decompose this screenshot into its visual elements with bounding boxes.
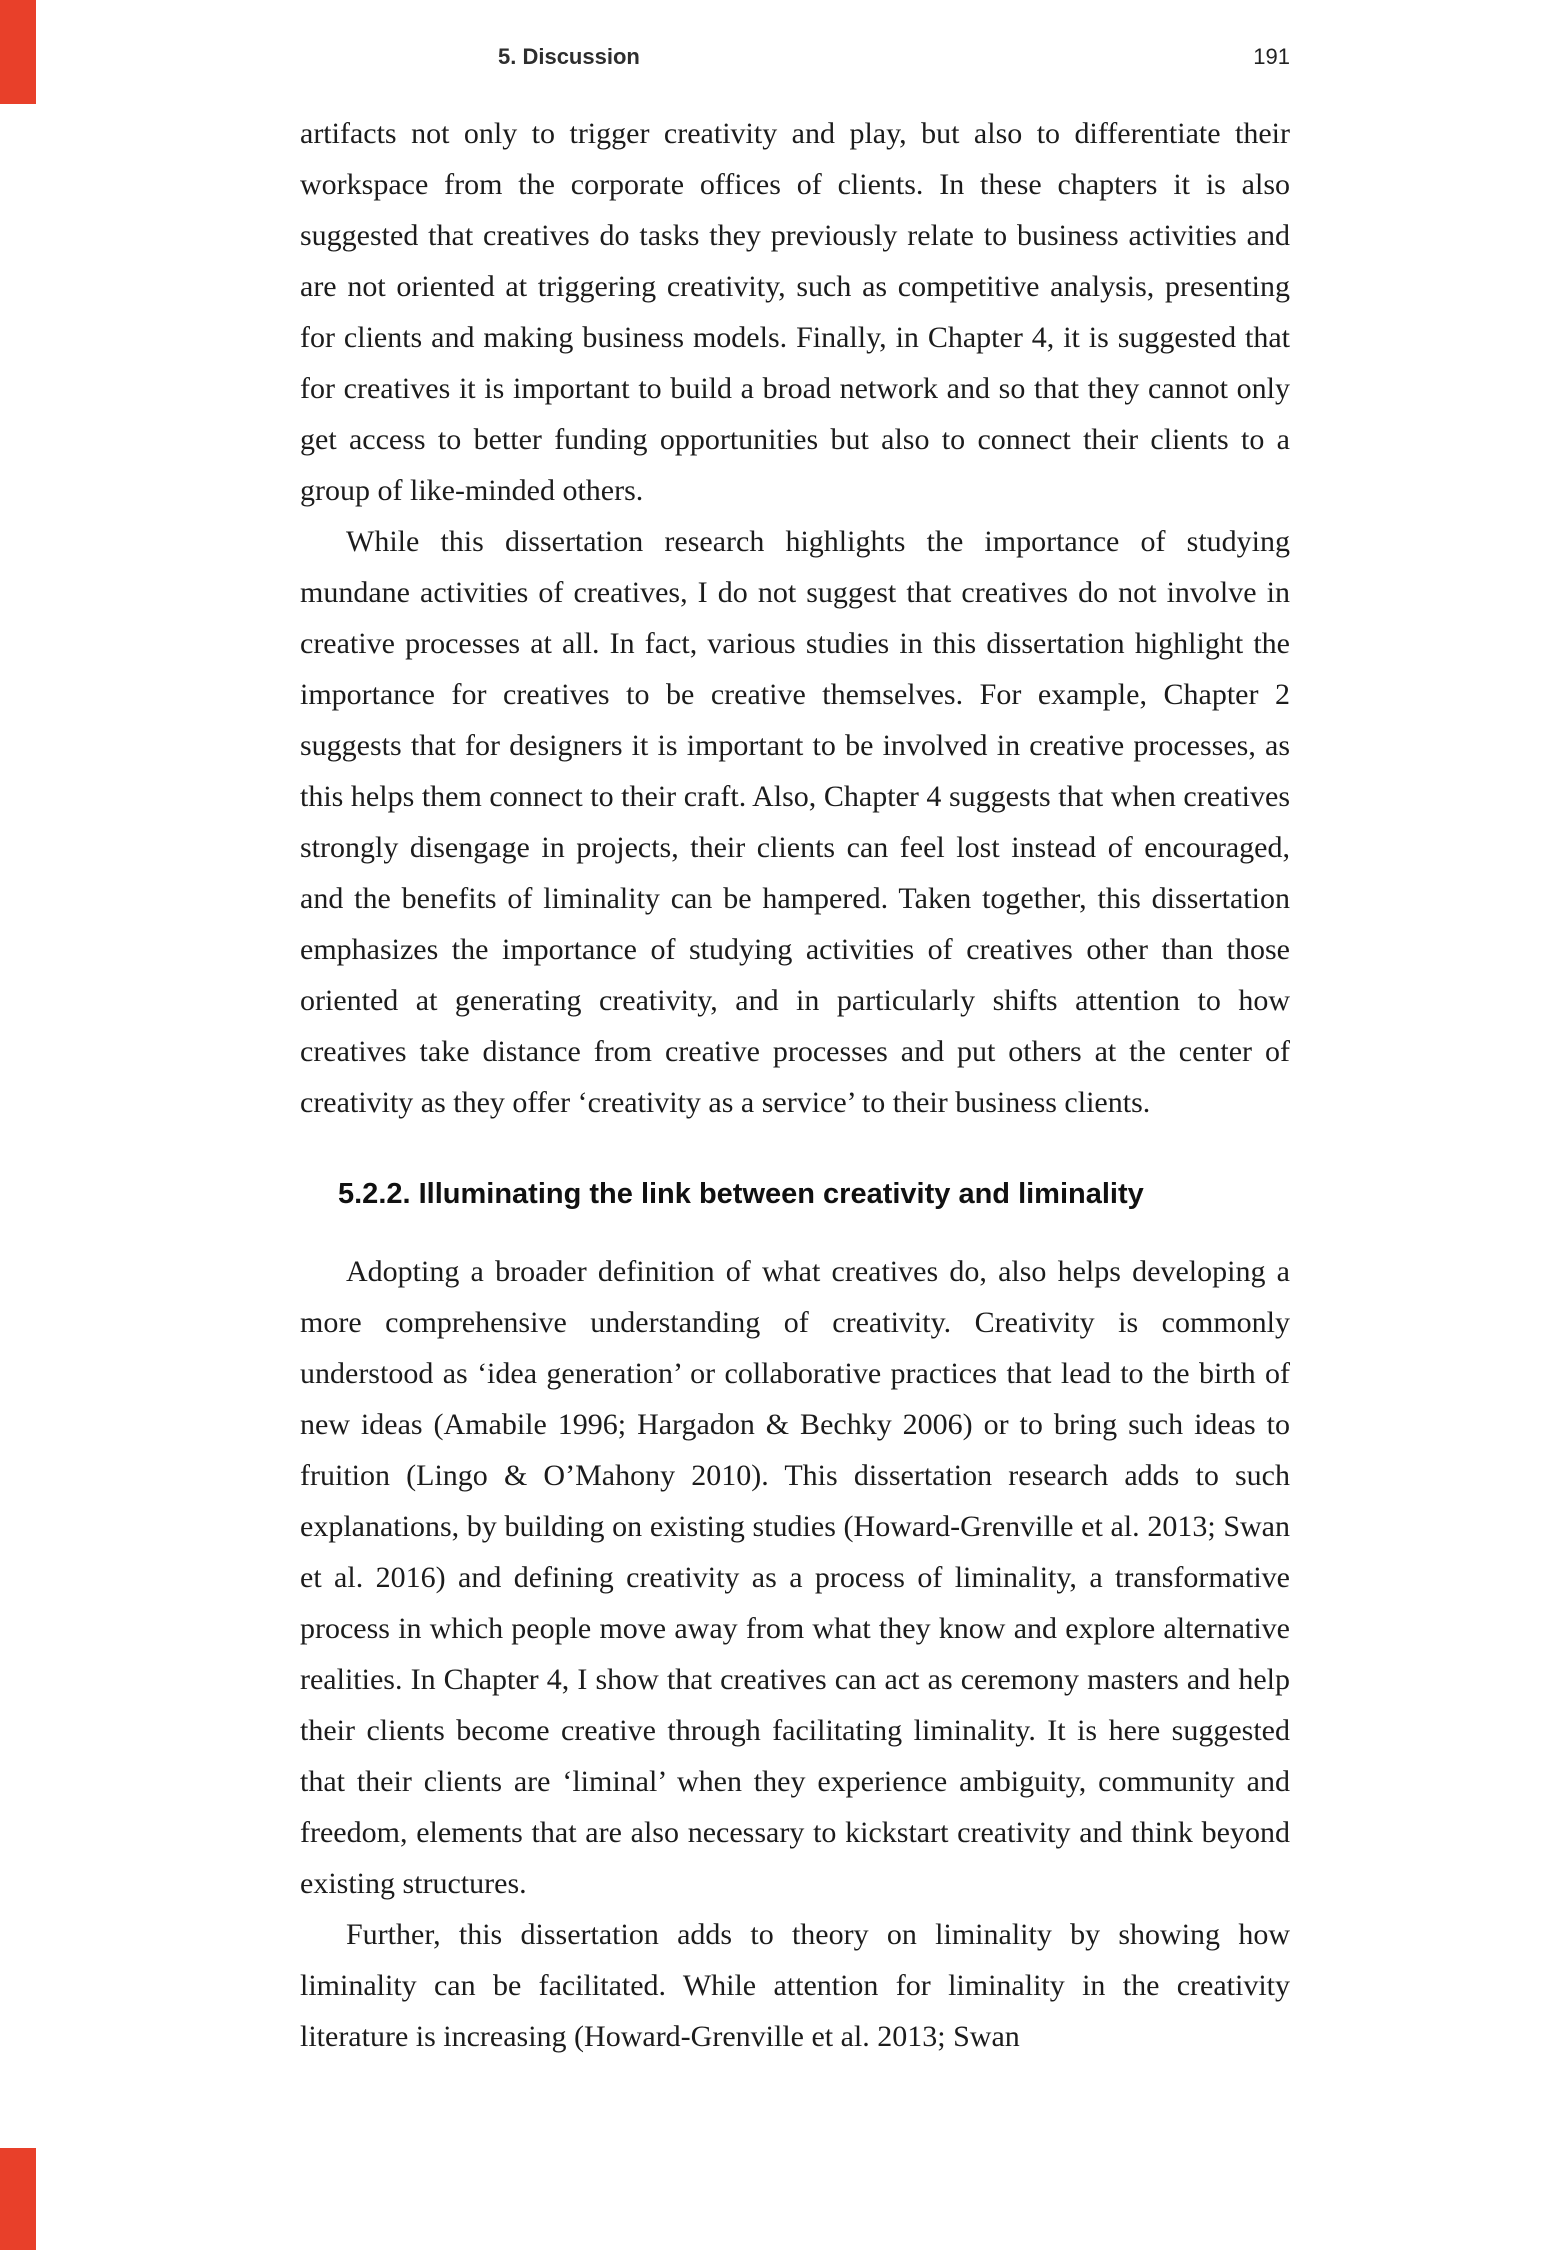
subsection-heading: 5.2.2. Illuminating the link between creativity and liminality xyxy=(338,1178,1144,1210)
body-paragraph: Adopting a broader definition of what creatives do, also helps developing a more comprehensive understanding of creativity. Creativity is commonly understood as ‘idea generation’ or collaborative practices that lead to the birth of new ideas (Amabile 1996; Hargadon & Bechky 2006) or to bring such ideas to fruition (Lingo & O’Mahony 2010). This dissertation research adds to such explanations, by building on existing studies (Howard-Grenville et al. 2013; Swan et al. 2016) and defining creativity as a process of liminality, a transformative process in which people move away from what they know and explore alternative realities. In Chapter 4, I show that creatives can act as ceremony masters and help their clients become creative through facilitating liminality. It is here suggested that their clients are ‘liminal’ when they experience ambiguity, community and freedom, elements that are also necessary to kickstart creativity and think beyond existing structures. xyxy=(300,1255,1290,1900)
running-header-chapter: 5. Discussion xyxy=(498,44,640,69)
body-paragraph: artifacts not only to trigger creativity and play, but also to differentiate their workspace from the corporate offices of clients. In these chapters it is also suggested that creatives do tasks they previously relate to business activities and are not oriented at triggering creativity, such as competitive analysis, presenting for clients and making business models. Finally, in Chapter 4, it is suggested that for creatives it is important to build a broad network and so that they cannot only get access to better funding opportunities but also to connect their clients to a group of like-minded others. xyxy=(300,117,1290,507)
running-header xyxy=(300,44,1290,70)
text-column xyxy=(300,108,1290,2062)
body-paragraph: While this dissertation research highlights the importance of studying mundane activities of creatives, I do not suggest that creatives do not involve in creative processes at all. In fact, various studies in this dissertation highlight the importance for creatives to be creative themselves. For example, Chapter 2 suggests that for designers it is important to be involved in creative processes, as this helps them connect to their craft. Also, Chapter 4 suggests that when creatives strongly disengage in projects, their clients can feel lost instead of encouraged, and the benefits of liminality can be hampered. Taken together, this dissertation emphasizes the importance of studying activities of creatives other than those oriented at generating creativity, and in particularly shifts attention to how creatives take distance from creative processes and put others at the center of creativity as they offer ‘creativity as a service’ to their business clients. xyxy=(300,525,1290,1119)
cover-edge-top xyxy=(0,0,36,104)
cover-edge-bottom xyxy=(0,2148,36,2250)
body-paragraph: Further, this dissertation adds to theory on liminality by showing how liminality can be facilitated. While attention for liminality in the creativity literature is increasing (Howard-Grenville et al. 2013; Swan xyxy=(300,1918,1290,2053)
page-number: 191 xyxy=(1253,44,1290,69)
